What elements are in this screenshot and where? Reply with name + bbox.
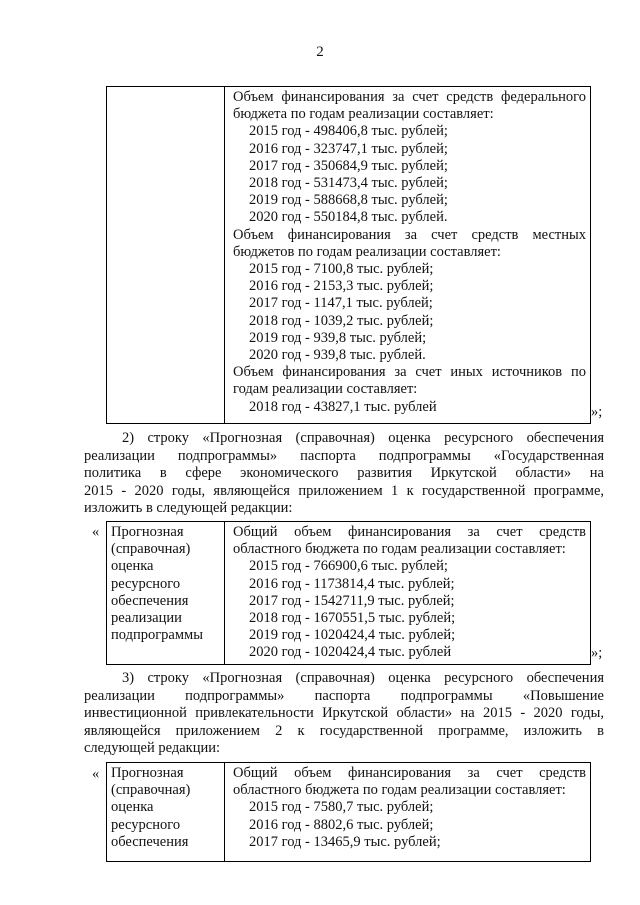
paragraph-line: следующей редакции: [84,740,221,757]
year-line: 2015 год - 766900,6 тыс. рублей; [249,558,448,575]
paragraph-line: реализации подпрограммы» паспорта подпрограммы «Государственная [84,447,604,464]
financing-table-subprogram-2 [106,762,591,862]
row-label-line: оценка [111,558,154,575]
row-label-line: (справочная) [111,541,191,558]
other-heading-line: годам реализации составляет: [233,381,418,398]
paragraph-line: изложить в следующей редакции: [84,500,293,517]
local-year-line: 2020 год - 939,8 тыс. рублей. [249,347,426,364]
local-heading-line: Объем финансирования за счет средств местных [233,226,586,243]
page-number: 2 [316,44,324,60]
local-year-line: 2017 год - 1147,1 тыс. рублей; [249,295,433,312]
other-heading-line: Объем финансирования за счет иных источников по [233,364,586,381]
local-year-line: 2019 год - 939,8 тыс. рублей; [249,329,427,346]
table2-open-mark: « [92,524,100,540]
year-line: 2019 год - 1020424,4 тыс. рублей; [249,627,456,644]
paragraph-line: 2) строку «Прогнозная (справочная) оценка ресурсного обеспечения [122,430,604,446]
row-label-line: ресурсного [111,575,181,592]
year-line: 2018 год - 1670551,5 тыс. рублей; [249,610,456,627]
other-year-line: 2018 год - 43827,1 тыс. рублей [249,398,437,415]
year-line: 2017 год - 13465,9 тыс. рублей; [249,833,441,850]
total-heading-line: областного бюджета по годам реализации составляет: [233,782,566,799]
financing-table-federal-local [106,86,591,424]
paragraph-line: реализации подпрограммы» паспорта подпрограммы «Повышение [84,687,604,704]
table1-left-cell [107,87,225,424]
table2-close-mark: »; [591,645,603,661]
row-label-line: оценка [111,799,154,816]
federal-year-line: 2015 год - 498406,8 тыс. рублей; [249,123,448,140]
federal-year-line: 2018 год - 531473,4 тыс. рублей; [249,175,448,192]
row-label-line: подпрограммы [111,627,203,644]
federal-heading-line: бюджета по годам реализации составляет: [233,106,494,123]
federal-year-line: 2016 год - 323747,1 тыс. рублей; [249,140,448,157]
paragraph-line: 3) строку «Прогнозная (справочная) оценка ресурсного обеспечения [122,670,604,686]
federal-year-line: 2017 год - 350684,9 тыс. рублей; [249,157,448,174]
total-heading-line: Общий объем финансирования за счет средств [233,765,586,781]
federal-year-line: 2019 год - 588668,8 тыс. рублей; [249,192,448,209]
row-label-line: Прогнозная [111,524,184,540]
row-label-line: реализации [111,610,182,627]
paragraph-item-2 [84,430,604,518]
year-line: 2016 год - 8802,6 тыс. рублей; [249,816,434,833]
financing-table-subprogram-1 [106,521,591,665]
row-label-line: обеспечения [111,833,189,850]
year-line: 2015 год - 7580,7 тыс. рублей; [249,799,434,816]
table2-right-cell [225,522,591,665]
table3-open-mark: « [92,766,100,782]
federal-heading-line: Объем финансирования за счет средств федерального [233,89,586,105]
total-heading-line: Общий объем финансирования за счет средств [233,524,586,540]
year-line: 2017 год - 1542711,9 тыс. рублей; [249,592,455,609]
row-label-line: Прогнозная [111,765,184,781]
row-label-line: ресурсного [111,816,181,833]
local-year-line: 2016 год - 2153,3 тыс. рублей; [249,278,434,295]
local-year-line: 2018 год - 1039,2 тыс. рублей; [249,312,434,329]
table3-left-cell [107,763,225,862]
row-label-line: (справочная) [111,782,191,799]
row-label-line: обеспечения [111,592,189,609]
paragraph-line: инвестиционной привлекательности Иркутской области» на 2015 - 2020 годы, [84,705,604,722]
paragraph-item-3 [84,670,604,758]
year-line: 2016 год - 1173814,4 тыс. рублей; [249,575,455,592]
local-year-line: 2015 год - 7100,8 тыс. рублей; [249,261,434,278]
table3-right-cell [225,763,591,862]
total-heading-line: областного бюджета по годам реализации составляет: [233,541,566,558]
federal-year-line: 2020 год - 550184,8 тыс. рублей. [249,209,448,226]
paragraph-line: являющейся приложением 2 к государственной программе, изложить в [84,722,604,739]
paragraph-line: 2015 - 2020 годы, являющейся приложением 1 к государственной программе, [84,482,604,499]
table1-close-mark: »; [591,404,603,420]
table1-right-cell [225,87,591,424]
local-heading-line: бюджетов по годам реализации составляет: [233,243,501,260]
paragraph-line: политика в сфере экономического развития Иркутской области» на [84,465,604,482]
table2-left-cell [107,522,225,665]
year-line: 2020 год - 1020424,4 тыс. рублей [249,644,452,661]
